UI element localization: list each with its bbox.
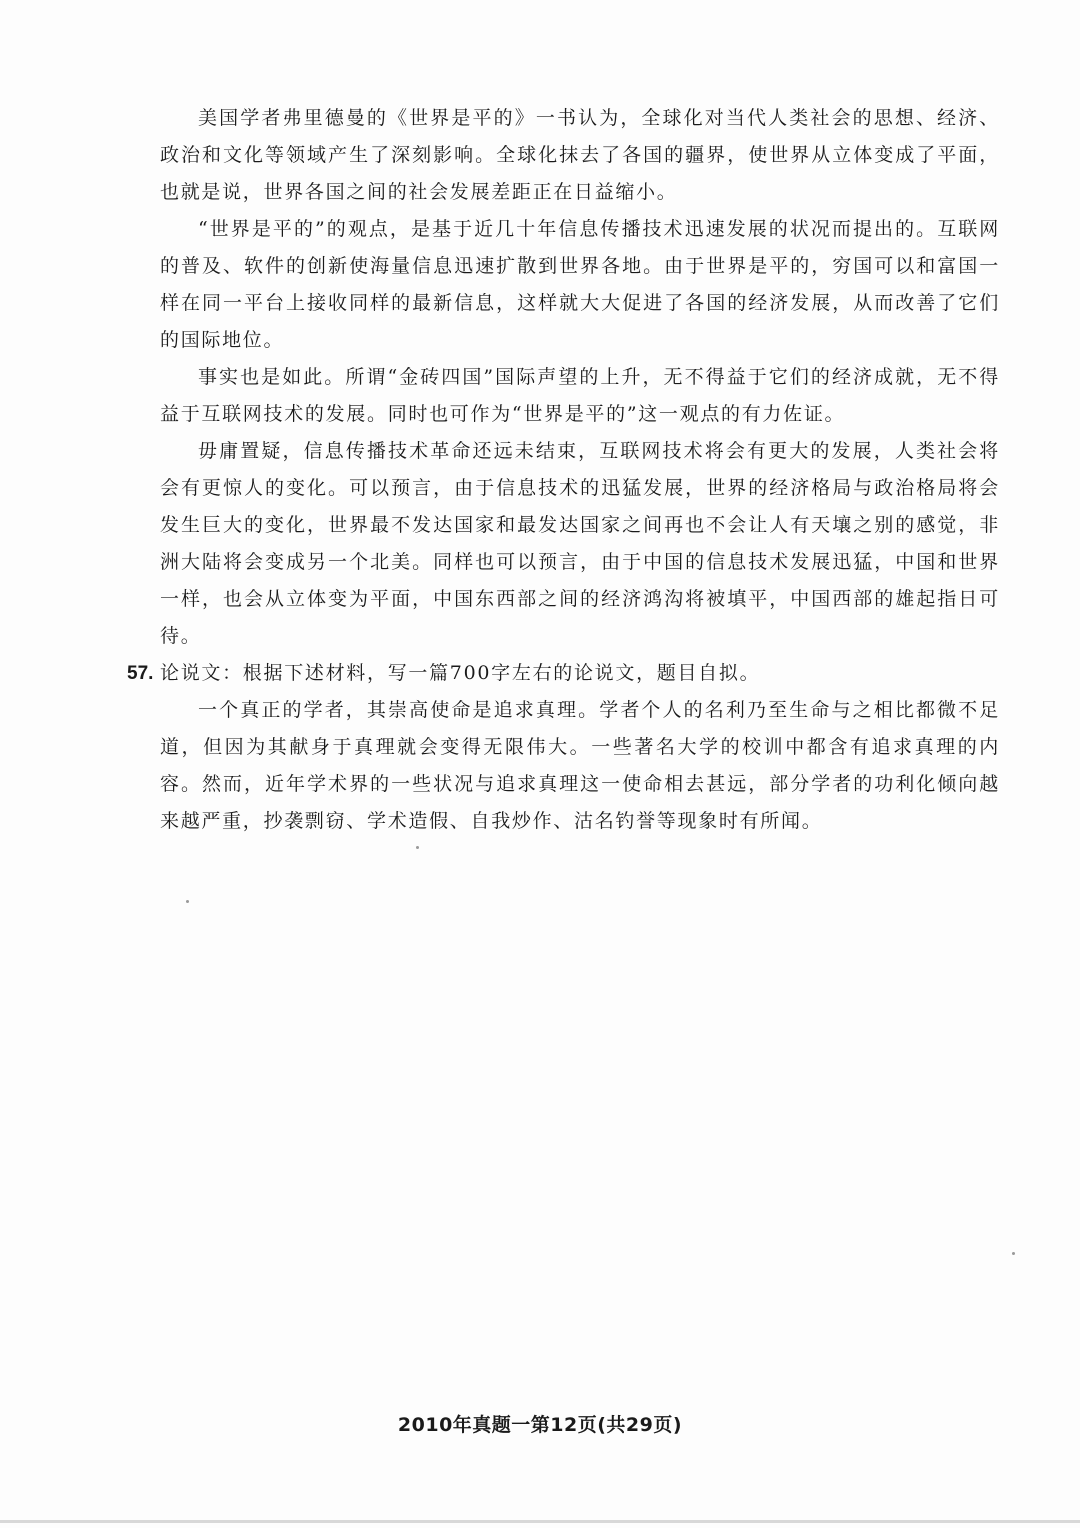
passage-paragraph-3: 事实也是如此。所谓“金砖四国”国际声望的上升，无不得益于它们的经济成就，无不得益于互联网技术的发展。同时也可作为“世界是平的”这一观点的有力佐证。 bbox=[160, 366, 1000, 425]
question-57-prompt-line bbox=[127, 655, 1000, 692]
passage-paragraph-2: “世界是平的”的观点，是基于近几十年信息传播技术迅速发展的状况而提出的。互联网的普及、软件的创新使海量信息迅速扩散到世界各地。由于世界是平的，穷国可以和富国一样在同一平台上接收同样的最新信息，这样就大大促进了各国的经济发展，从而改善了它们的国际地位。 bbox=[160, 218, 1000, 351]
question-number: 57. bbox=[127, 663, 154, 684]
page-footer: 2010年真题一第12页(共29页) bbox=[397, 1414, 683, 1436]
scan-bottom-edge bbox=[0, 1520, 1080, 1523]
page-content bbox=[127, 100, 1000, 840]
scan-speck bbox=[186, 900, 189, 903]
passage-paragraph-1: 美国学者弗里德曼的《世界是平的》一书认为，全球化对当代人类社会的思想、经济、政治和文化等领域产生了深刻影响。全球化抹去了各国的疆界，使世界从立体变成了平面，也就是说，世界各国之间的社会发展差距正在日益缩小。 bbox=[160, 107, 1000, 203]
question-57-material: 一个真正的学者，其崇高使命是追求真理。学者个人的名利乃至生命与之相比都微不足道，但因为其献身于真理就会变得无限伟大。一些著名大学的校训中都含有追求真理的内容。然而，近年学术界的一些状况与追求真理这一使命相去甚远，部分学者的功利化倾向越来越严重，抄袭剽窃、学术造假、自我炒作、沽名钓誉等现象时有所闻。 bbox=[160, 699, 1000, 832]
scan-speck bbox=[1012, 1252, 1015, 1255]
scan-speck bbox=[416, 846, 419, 849]
question-prompt: 论说文：根据下述材料，写一篇700字左右的论说文，题目自拟。 bbox=[160, 662, 761, 684]
passage-paragraph-4: 毋庸置疑，信息传播技术革命还远未结束，互联网技术将会有更大的发展，人类社会将会有更惊人的变化。可以预言，由于信息技术的迅猛发展，世界的经济格局与政治格局将会发生巨大的变化，世界最不发达国家和最发达国家之间再也不会让人有天壤之别的感觉，非洲大陆将会变成另一个北美。同样也可以预言，由于中国的信息技术发展迅猛，中国和世界一样，也会从立体变为平面，中国东西部之间的经济鸿沟将被填平，中国西部的雄起指日可待。 bbox=[160, 440, 1000, 647]
